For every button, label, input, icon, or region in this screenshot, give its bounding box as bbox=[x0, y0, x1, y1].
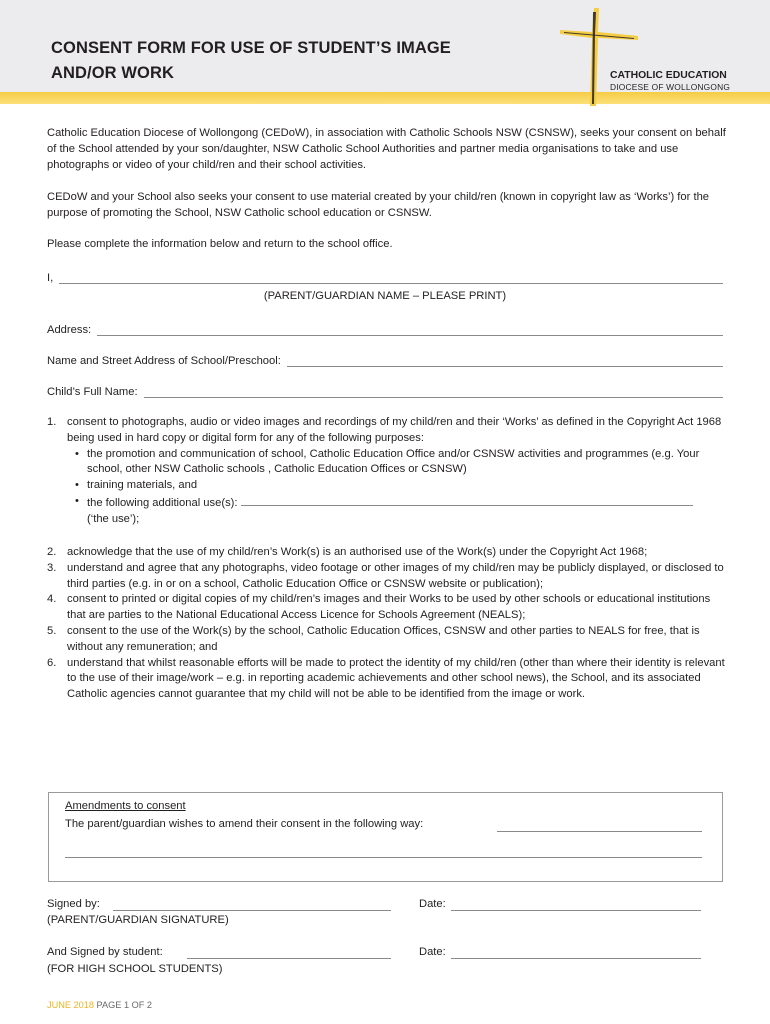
address-line[interactable] bbox=[97, 323, 723, 336]
logo-subtitle: DIOCESE OF WOLLONGONG bbox=[610, 82, 731, 92]
date-label-1: Date: bbox=[419, 898, 446, 910]
amendments-title: Amendments to consent bbox=[65, 800, 186, 812]
bullet-item bbox=[67, 478, 727, 494]
consent-item-4 bbox=[47, 592, 727, 624]
child-name-line[interactable] bbox=[144, 385, 723, 398]
header-accent-stripe bbox=[0, 92, 770, 104]
bullet-item bbox=[67, 494, 727, 528]
consent-item-5 bbox=[47, 624, 727, 656]
logo-name: CATHOLIC EDUCATION bbox=[610, 70, 727, 81]
consent-item-1-text: consent to photographs, audio or video images and recordings of my child/ren and their ‘Works’ as defined in the Copyright Act 1968 being used in hard copy or digital form for any of the following purposes: bbox=[67, 416, 722, 444]
consent-item-6 bbox=[47, 656, 727, 703]
school-field[interactable] bbox=[47, 351, 723, 367]
student-signed-label: And Signed by student: bbox=[47, 946, 163, 958]
item-number: 6. bbox=[47, 656, 57, 669]
item-number: 5. bbox=[47, 624, 57, 637]
address-label: Address: bbox=[47, 324, 92, 336]
item-number: 3. bbox=[47, 561, 57, 574]
child-name-field[interactable] bbox=[47, 382, 723, 398]
parent-name-field[interactable] bbox=[47, 268, 723, 284]
bullet-glyph: • bbox=[75, 479, 79, 492]
item-number: 1. bbox=[47, 416, 57, 428]
amendments-box bbox=[48, 792, 723, 882]
parent-name-line[interactable] bbox=[59, 271, 723, 284]
school-line[interactable] bbox=[287, 354, 723, 367]
intro-instruction: Please complete the information below and return to the school office. bbox=[47, 238, 393, 250]
child-name-label: Child’s Full Name: bbox=[47, 386, 138, 398]
consent-item-2 bbox=[47, 545, 727, 561]
bullet-training: training materials, and bbox=[87, 479, 198, 492]
consent-item-1 bbox=[47, 415, 727, 528]
title-line-2: AND/OR WORK bbox=[51, 64, 175, 82]
consent-list-part-2 bbox=[47, 545, 727, 703]
consent-item-6-text: understand that whilst reasonable efforts will be made to protect the identity of my child/ren (other than where their identity is relevant to the use of their image/work – e.g. in reporting academic achievements and other school news), the School, and its associated Catholic agencies cannot guarantee that my child will not be able to be identified from the image or work. bbox=[67, 656, 725, 701]
signed-by-label: Signed by: bbox=[47, 898, 100, 910]
date-line-2[interactable] bbox=[451, 958, 701, 959]
bullet-glyph: • bbox=[75, 494, 79, 507]
date-line-1[interactable] bbox=[451, 910, 701, 911]
bullet-item bbox=[67, 447, 727, 479]
bullet-additional-use: the following additional use(s): bbox=[87, 496, 238, 509]
consent-item-3 bbox=[47, 561, 727, 593]
parent-signature-line[interactable] bbox=[113, 910, 391, 911]
additional-use-line[interactable] bbox=[241, 494, 693, 506]
i-label: I, bbox=[47, 272, 54, 284]
amendment-line-1[interactable] bbox=[497, 831, 702, 832]
consent-item-5-text: consent to the use of the Work(s) by the school, Catholic Education Offices, CSNSW and other parties to NEALS for free, that is without any remuneration; and bbox=[67, 624, 700, 653]
intro-paragraph-2: CEDoW and your School also seeks your consent to use material created by your child/ren (known in copyright law as ‘Works’) for the purpose of promoting the School, NSW Catholic school education or CSNSW. bbox=[47, 191, 710, 219]
footer-date: JUNE 2018 bbox=[47, 1000, 94, 1010]
item-number: 2. bbox=[47, 546, 57, 558]
item-number: 4. bbox=[47, 593, 57, 606]
page-footer bbox=[47, 1000, 152, 1010]
footer-page-number: PAGE 1 OF 2 bbox=[96, 1000, 153, 1010]
high-school-caption: (FOR HIGH SCHOOL STUDENTS) bbox=[47, 963, 223, 975]
parent-signature-caption: (PARENT/GUARDIAN SIGNATURE) bbox=[47, 914, 229, 926]
amendments-text: The parent/guardian wishes to amend their consent in the following way: bbox=[65, 818, 424, 830]
parent-name-caption: (PARENT/GUARDIAN NAME – PLEASE PRINT) bbox=[263, 290, 507, 302]
page-title bbox=[51, 36, 551, 86]
bullet-promotion: the promotion and communication of school, Catholic Education Office and/or CSNSW activities and programmes (e.g. Your school, other NSW Catholic schools , Catholic Education Offices or CSNSW) bbox=[87, 447, 700, 476]
the-use-suffix: (‘the use’); bbox=[87, 512, 140, 525]
amendment-line-2[interactable] bbox=[65, 857, 702, 858]
consent-item-2-text: acknowledge that the use of my child/ren’s Work(s) is an authorised use of the Work(s) under the Copyright Act 1968; bbox=[67, 546, 648, 558]
date-label-2: Date: bbox=[419, 946, 446, 958]
purpose-bullets bbox=[67, 447, 727, 528]
student-signature-line[interactable] bbox=[187, 958, 391, 959]
consent-item-3-text: understand and agree that any photographs, video footage or other images of my child/ren may be publicly displayed, or disclosed to third parties (e.g. in or on a school, Catholic Education Office or CSNSW website or publication); bbox=[67, 561, 724, 590]
intro-paragraph-1: Catholic Education Diocese of Wollongong (CEDoW), in association with Catholic Schools NSW (CSNSW), seeks your consent on behalf of the School attended by your son/daughter, NSW Catholic School Authorities and partner media organisations to take and use photographs or video of your child/ren and their school activities. bbox=[47, 127, 726, 171]
consent-list-part-1 bbox=[47, 415, 727, 528]
title-line-1: CONSENT FORM FOR USE OF STUDENT’S IMAGE bbox=[51, 39, 451, 57]
school-label: Name and Street Address of School/Preschool: bbox=[47, 355, 281, 367]
address-field[interactable] bbox=[47, 320, 723, 336]
bullet-glyph: • bbox=[75, 447, 79, 460]
consent-item-4-text: consent to printed or digital copies of my child/ren’s images and their Works to be used by other schools or educational institutions that are parties to the National Educational Access Licence for Schools Agreement (NEALS); bbox=[67, 593, 711, 622]
